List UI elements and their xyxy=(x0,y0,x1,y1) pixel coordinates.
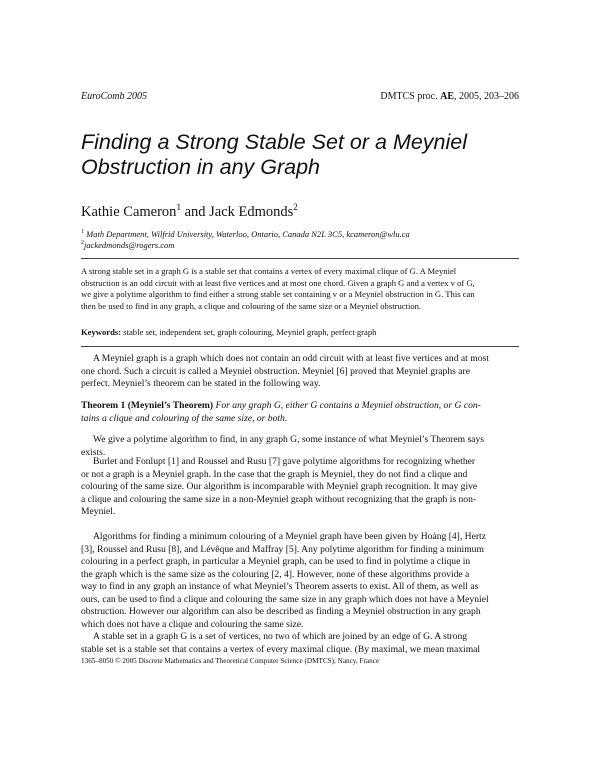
conference-name: EuroComb 2005 xyxy=(81,91,148,102)
abstract: A strong stable set in a graph G is a stable set that contains a vertex of every maximal clique of G. A Meyniel obstruction is an odd circuit with at least five vertices and at most one chord. Given a graph G and a vertex v of G, we give a polytime algorithm to find either a strong stable set containing v or a Meyniel obstruction in G. This can then be used to find in any graph, a clique and colouring of the same size or a Meyniel obstruction. xyxy=(81,266,475,311)
paragraph-related-recognition: Burlet and Fonlupt [1] and Roussel and Rusu [7] gave polytime algorithms for recognizing whether or not a graph is a Meyniel graph. In the case that the graph is Meyniel, they do not find a clique and colouring of the same size. Our algorithm is incomparable with Meyniel graph recognition. It may give a clique and colouring the same size in a non-Meyniel graph without recognizing that the graph is non- Meyniel. xyxy=(81,456,478,517)
paragraph-related-colouring: Algorithms for finding a minimum colouring of a Meyniel graph have been given by Hoàng [4], Hertz [3], Roussel and Rusu [8], and Lévêque and Maffray [5]. Any polytime algorithm for finding a minimum colouring in a perfect graph, in particular a Meyniel graph, can be used to find in polytime a clique in the graph which is the same size as the colouring [2, 4]. However, none of these algorithms provide a way to find in any graph an instance of what Meyniel’s Theorem asserts to exist. All of them, as well as ours, can be used to find a clique and colouring the same size in any graph which does not have a Meyniel obstruction. However our algorithm can also be described as finding a Meyniel obstruction in any graph which does not have a clique and colouring the same size. xyxy=(81,531,489,630)
keywords: Keywords: stable set, independent set, graph colouring, Meyniel graph, perfect graph xyxy=(81,327,377,337)
paragraph-intro: A Meyniel graph is a graph which does not contain an odd circuit with at least five vertices and at most one chord. Such a circuit is called a Meyniel obstruction. Meyniel [6] proved that Meyniel graphs are perfect. Meyniel’s theorem can be stated in the following way. xyxy=(81,353,489,389)
theorem-1: Theorem 1 (Meyniel’s Theorem) For any graph G, either G contains a Meyniel obstruction, or G con- tains a clique and colouring of the same size, or both. xyxy=(81,400,481,424)
copyright-footer: 1365–8050 © 2005 Discrete Mathematics and Theoretical Computer Science (DMTCS), Nancy, France xyxy=(81,657,380,665)
affiliation-2: $^2$jackedmonds@rogers.com xyxy=(81,240,175,250)
paragraph-algorithm: We give a polytime algorithm to find, in any graph G, some instance of what Meyniel’s Theorem says exists. xyxy=(81,434,484,458)
running-header xyxy=(81,91,519,105)
proceedings-info: DMTCS proc. AE, 2005, 203–206 xyxy=(380,91,519,102)
affiliation-1: $^1$ Math Department, Wilfrid University, Waterloo, Ontario, Canada N2L 3C5, kcameron@wlu.ca xyxy=(81,229,410,239)
paper-title: Finding a Strong Stable Set or a Meyniel Obstruction in any Graph xyxy=(81,130,468,179)
paragraph-definitions: A stable set in a graph G is a set of vertices, no two of which are joined by an edge of G. A strong stable set is a stable set that contains a vertex of every maximal clique. (By maximal, we mean maximal xyxy=(81,631,481,655)
abstract-bottom-rule xyxy=(81,346,519,347)
abstract-top-rule xyxy=(81,258,519,259)
author-list: Kathie Cameron$^1$ and Jack Edmonds$^2$ xyxy=(81,202,298,220)
